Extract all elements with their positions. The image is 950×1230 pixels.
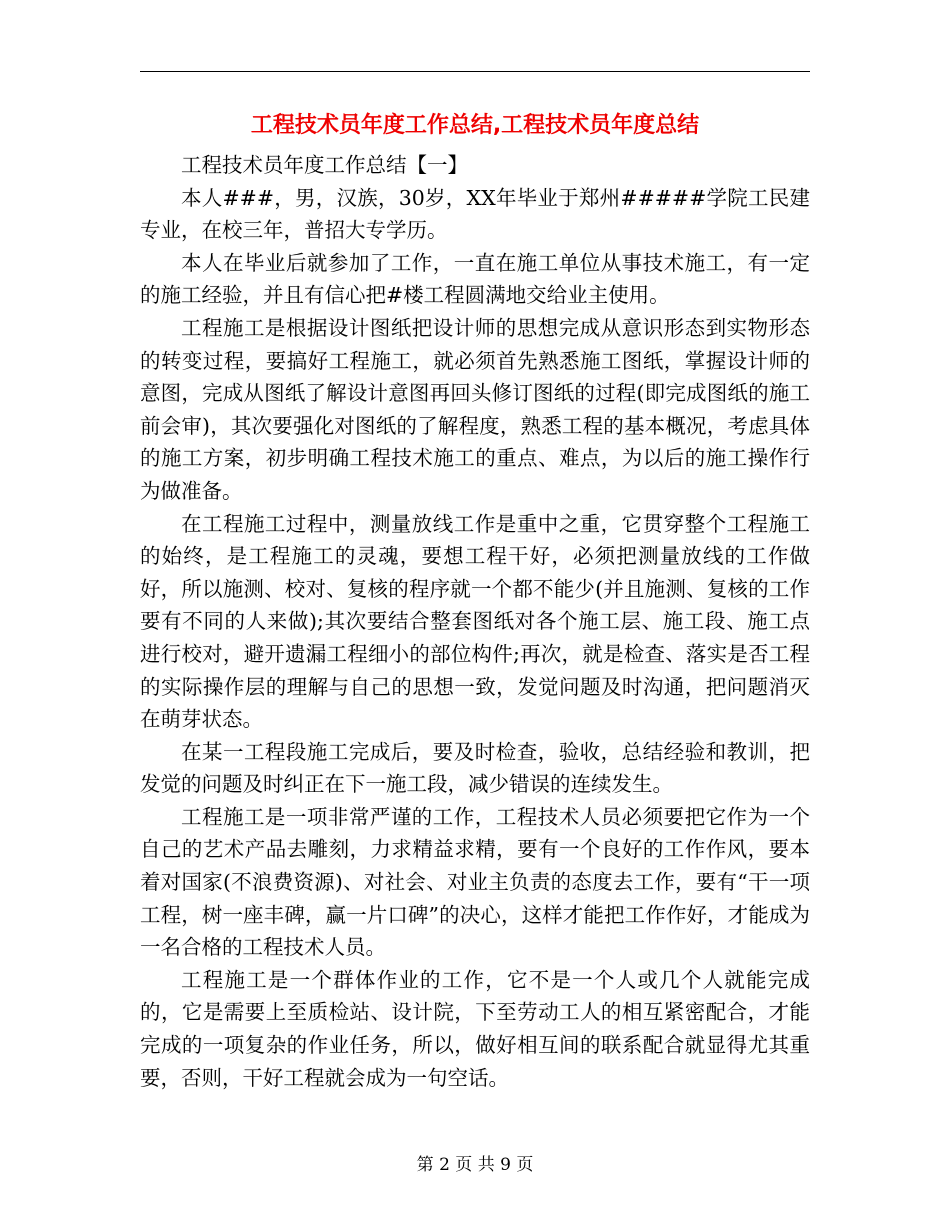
body-paragraph: 工程施工是一个群体作业的工作，它不是一个人或几个人就能完成的，它是需要上至质检站、设计院，下至劳动工人的相互紧密配合，才能完成的一项复杂的作业任务，所以，做好相互间的联系配合就显得尤其重要，否则，干好工程就会成为一句空话。	[140, 967, 810, 1090]
page-footer: 第 2 页 共 9 页	[416, 1155, 534, 1175]
body-paragraph: 本人在毕业后就参加了工作，一直在施工单位从事技术施工，有一定的施工经验，并且有信心把#楼工程圆满地交给业主使用。	[140, 250, 810, 308]
section-heading: 工程技术员年度工作总结【一】	[181, 153, 468, 177]
body-paragraph: 本人###，男，汉族，30岁，XX年毕业于郑州#####学院工民建专业，在校三年，普招大专学历。	[140, 185, 810, 243]
document-body	[140, 149, 810, 1094]
body-paragraph: 工程施工是一项非常严谨的工作，工程技术人员必须要把它作为一个自己的艺术产品去雕刻，力求精益求精，要有一个良好的工作作风，要本着对国家(不浪费资源)、对社会、对业主负责的态度去工作，要有“干一项工程，树一座丰碑，赢一片口碑”的决心，这样才能把工作作好，才能成为一名合格的工程技术人员。	[140, 804, 810, 960]
body-paragraph: 在工程施工过程中，测量放线工作是重中之重，它贯穿整个工程施工的始终，是工程施工的灵魂，要想工程干好，必须把测量放线的工作做好，所以施测、校对、复核的程序就一个都不能少(并且施测、复核的工作要有不同的人来做);其次要结合整套图纸对各个施工层、施工段、施工点进行校对，避开遗漏工程细小的部位构件;再次，就是检查、落实是否工程的实际操作层的理解与自己的思想一致，发觉问题及时沟通，把问题消灭在萌芽状态。	[140, 511, 810, 732]
document-title: 工程技术员年度工作总结,工程技术员年度总结	[250, 113, 700, 138]
header-rule	[140, 71, 810, 72]
body-paragraph: 工程施工是根据设计图纸把设计师的思想完成从意识形态到实物形态的转变过程，要搞好工程施工，就必须首先熟悉施工图纸，掌握设计师的意图，完成从图纸了解设计意图再回头修订图纸的过程(即完成图纸的施工前会审)，其次要强化对图纸的了解程度，熟悉工程的基本概况，考虑具体的施工方案，初步明确工程技术施工的重点、难点，为以后的施工操作行为做准备。	[140, 315, 810, 503]
body-paragraph: 在某一工程段施工完成后，要及时检查，验收，总结经验和教训，把发觉的问题及时纠正在下一施工段，减少错误的连续发生。	[140, 739, 810, 797]
